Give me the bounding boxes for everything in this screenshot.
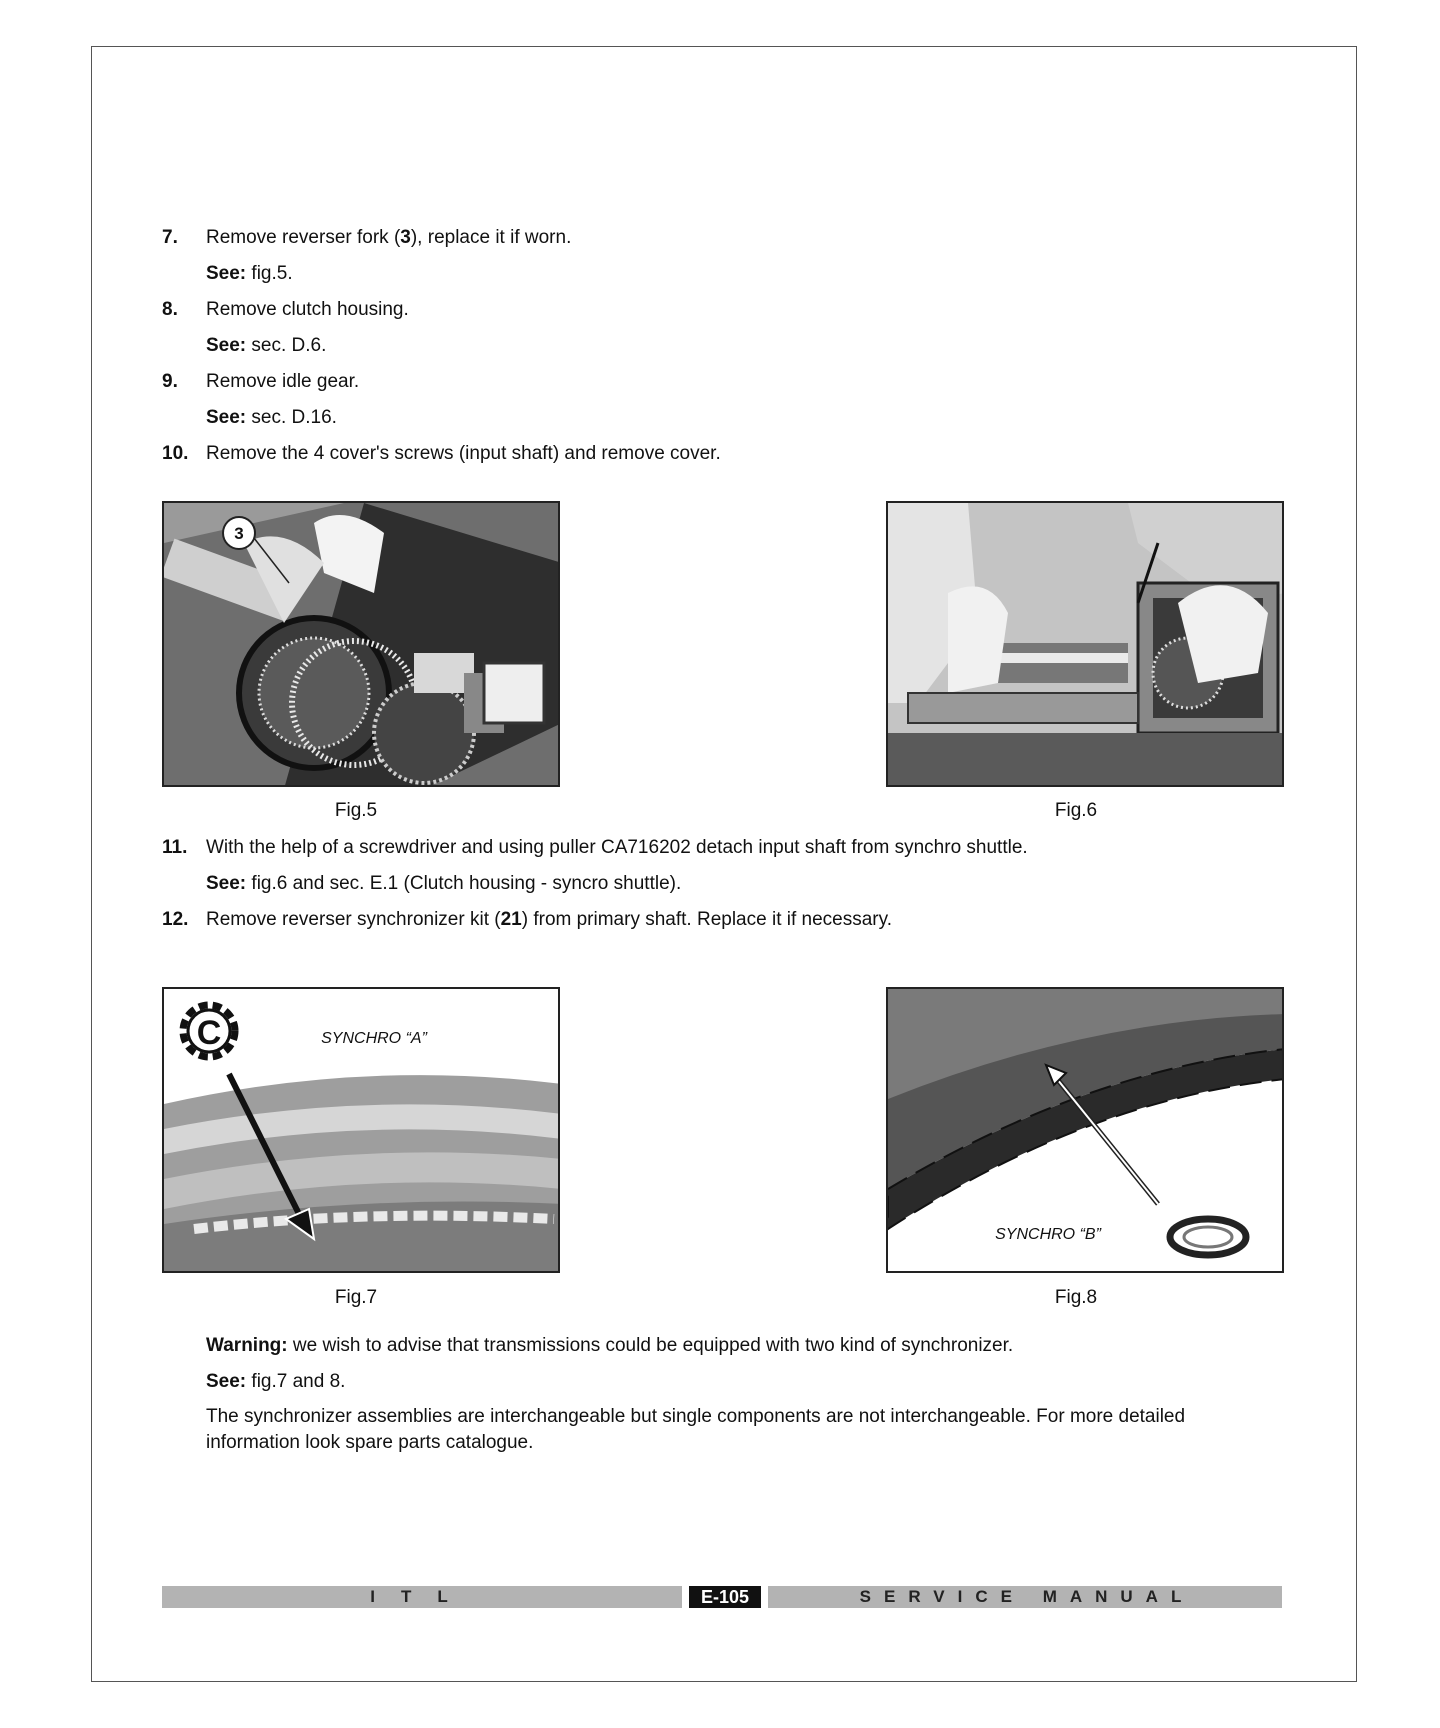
warning-label: Warning: [206, 1335, 288, 1356]
page-footer [162, 1586, 1282, 1608]
step-number: 12. [162, 909, 189, 930]
figure-7-photo [162, 987, 560, 1273]
step-text: Remove idle gear. [206, 371, 360, 392]
see-reference: See: fig.5. [206, 263, 293, 284]
callout-number: 3 [234, 524, 244, 543]
figure-5-caption: Fig.5 [334, 800, 378, 821]
page-number: E-105 [689, 1586, 761, 1608]
figure-8-caption: Fig.8 [1054, 1287, 1098, 1308]
footer-title: SERVICE MANUAL [859, 1587, 1195, 1606]
see-reference: See: fig.7 and 8. [206, 1371, 346, 1392]
footer-brand: ITL [370, 1587, 474, 1606]
step-text: Remove the 4 cover's screws (input shaft) and remove cover. [206, 443, 721, 464]
step-text: Remove reverser synchronizer kit (21) from primary shaft. Replace it if necessary. [206, 909, 892, 930]
step-number: 9. [162, 371, 178, 392]
figure-7-caption: Fig.7 [334, 1287, 378, 1308]
figure-5-photo [162, 501, 560, 787]
step-number: 7. [162, 227, 178, 248]
figure-6-photo [886, 501, 1284, 787]
step-text: With the help of a screwdriver and using puller CA716202 detach input shaft from synchro shuttle. [206, 837, 1028, 858]
see-reference: See: fig.6 and sec. E.1 (Clutch housing - syncro shuttle). [206, 873, 682, 894]
gear-icon [183, 1005, 235, 1057]
step-text: Remove clutch housing. [206, 299, 409, 320]
see-reference: See: sec. D.6. [206, 335, 327, 356]
figure-6-caption: Fig.6 [1054, 800, 1098, 821]
step-number: 8. [162, 299, 178, 320]
note-paragraph: The synchronizer assemblies are interchangeable but single components are not interchangeable. For more detailed information look spare parts catalogue. [206, 1406, 1186, 1453]
figure-8-photo [886, 987, 1284, 1273]
see-reference: See: sec. D.16. [206, 407, 337, 428]
step-number: 11. [162, 837, 188, 858]
warning-paragraph: Warning: we wish to advise that transmissions could be equipped with two kind of synchronizer. [206, 1335, 1014, 1356]
gear-icon-letter: C [196, 1014, 222, 1052]
step-text: Remove reverser fork (3), replace it if worn. [206, 227, 572, 248]
synchro-b-label: SYNCHRO “B” [995, 1226, 1101, 1243]
synchro-a-label: SYNCHRO “A” [321, 1030, 427, 1047]
step-number: 10. [162, 443, 189, 464]
